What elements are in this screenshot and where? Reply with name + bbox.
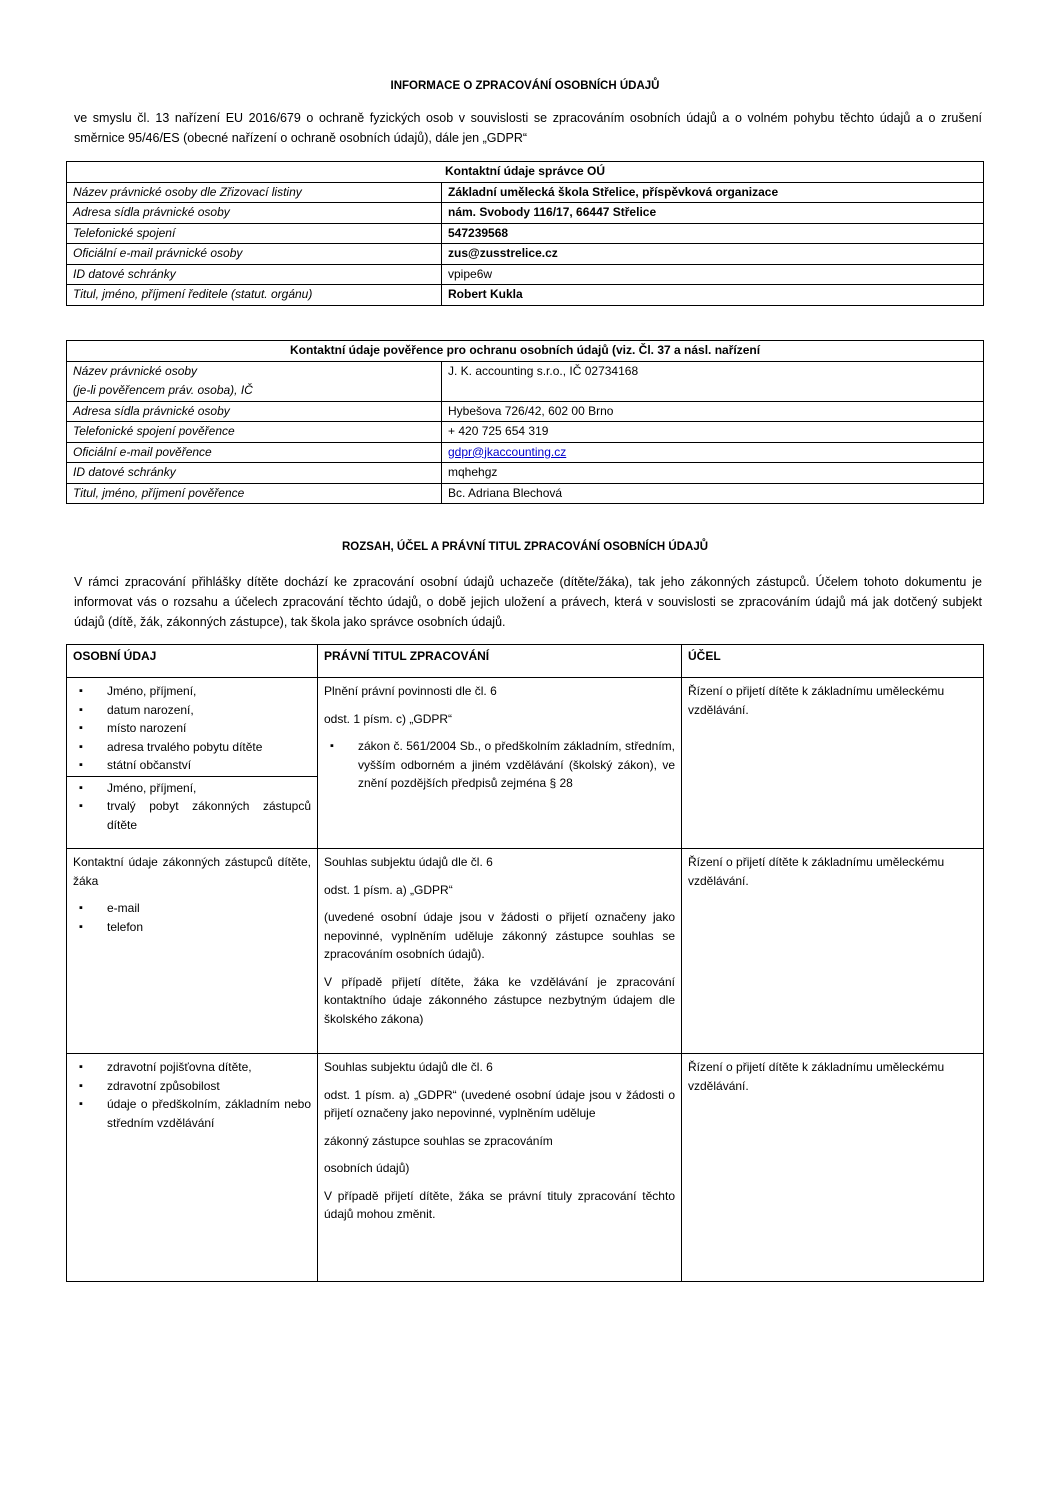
- row-value: J. K. accounting s.r.o., IČ 02734168: [442, 361, 984, 401]
- list-item: ▪ Jméno, příjmení,: [73, 682, 311, 701]
- table-row: [67, 463, 984, 484]
- legal-title-cell: [318, 1054, 682, 1282]
- legal-title-line: Souhlas subjektu údajů dle čl. 6: [324, 855, 493, 869]
- table-row: [67, 849, 984, 1054]
- row-label: Adresa sídla právnické osoby: [67, 203, 442, 224]
- table-row: [67, 285, 984, 306]
- cell-intro: Kontaktní údaje zákonných zástupců dítěte, žáka: [73, 855, 311, 888]
- list-item: ▪ zdravotní pojišťovna dítěte,: [73, 1058, 311, 1077]
- table-row: [67, 244, 984, 265]
- legal-title-line: odst. 1 písm. a) „GDPR“: [324, 882, 453, 897]
- legal-title-cell: [318, 849, 682, 1054]
- row-label: ID datové schránky: [67, 463, 442, 484]
- table-row: [67, 483, 984, 504]
- legal-title-line: Plnění právní povinnosti dle čl. 6: [324, 684, 497, 698]
- divider: [67, 776, 317, 777]
- row-value: zus@zusstrelice.cz: [442, 244, 984, 265]
- row-label: Telefonické spojení: [67, 223, 442, 244]
- table-row: [67, 442, 984, 463]
- legal-title-line: odst. 1 písm. a) „GDPR“ (uvedené osobní údaje jsou v žádosti o přijetí označeny jako nepovinné, vyplněním uděluje: [324, 1087, 675, 1120]
- legal-title-line: odst. 1 písm. c) „GDPR“: [324, 711, 453, 726]
- table-header-row: [67, 645, 984, 678]
- list-item: ▪ údaje o předškolním, základním nebo středním vzdělávání: [73, 1095, 311, 1132]
- bullet-list: [73, 779, 311, 835]
- row-label: Titul, jméno, příjmení ředitele (statut. orgánu): [67, 285, 442, 306]
- row-label-line: Název právnické osoby: [73, 363, 198, 378]
- row-label: [67, 361, 442, 401]
- row-label-line: (je-li pověřencem práv. osoba), IČ: [73, 382, 253, 397]
- purpose-cell: Řízení o přijetí dítěte k základnímu uměleckému vzdělávání.: [682, 849, 984, 1054]
- intro-paragraph: ve smyslu čl. 13 nařízení EU 2016/679 o ochraně fyzických osob v souvislosti se zpracováním osobních údajů a o volném pohybu těchto údajů a o zrušení směrnice 95/46/ES (obecné nařízení o ochraně osobních údajů), dále jen „GDPR“: [74, 111, 982, 145]
- section-intro-paragraph: V rámci zpracování přihlášky dítěte dochází ke zpracování osobní údajů uchazeče (dítěte/žáka), tak jeho zákonných zástupců. Účelem tohoto dokumentu je informovat vás o rozsahu a účelech zpracování těchto údajů, o době jejich uložení a právech, která v souvislosti se zpracováním údajů má jak dotčený subjekt údajů (dítě, žák, zákonných zástupce), tak škola jako správce osobních údajů.: [74, 575, 982, 629]
- table-row: [67, 401, 984, 422]
- table-row: [67, 203, 984, 224]
- table-row: [67, 1054, 984, 1282]
- legal-title-line: (uvedené osobní údaje jsou v žádosti o přijetí označeny jako nepovinné, vyplněním uděluje zákonný zástupce souhlas se zpracováním osobních údajů).: [324, 910, 675, 961]
- row-value: Hybešova 726/42, 602 00 Brno: [442, 401, 984, 422]
- legal-title-line: V případě přijetí dítěte, žáka se právní tituly zpracování těchto údajů mohou změnit.: [324, 1188, 675, 1221]
- list-item: ▪ zákon č. 561/2004 Sb., o předškolním základním, středním, vyšším odborném a jiném vzdělávání (školský zákon), ve znění pozdějších předpisů zejména § 28: [324, 737, 675, 793]
- row-value: nám. Svobody 116/17, 66447 Střelice: [442, 203, 984, 224]
- row-value: vpipe6w: [442, 264, 984, 285]
- legal-title-line: osobních údajů): [324, 1161, 410, 1175]
- list-item: ▪ trvalý pobyt zákonných zástupců dítěte: [73, 797, 311, 834]
- list-item: ▪ e-mail: [73, 899, 311, 918]
- row-label: ID datové schránky: [67, 264, 442, 285]
- purpose-cell: Řízení o přijetí dítěte k základnímu uměleckému vzdělávání.: [682, 678, 984, 849]
- row-label: Telefonické spojení pověřence: [67, 422, 442, 443]
- row-value: [442, 442, 984, 463]
- dpo-contact-table: [66, 340, 984, 504]
- controller-table-heading: Kontaktní údaje správce OÚ: [67, 162, 984, 183]
- list-item: ▪ adresa trvalého pobytu dítěte: [73, 738, 311, 757]
- row-value: Základní umělecká škola Střelice, příspěvková organizace: [442, 182, 984, 203]
- column-header: PRÁVNÍ TITUL ZPRACOVÁNÍ: [318, 645, 682, 678]
- table-row: [67, 678, 984, 849]
- list-item: ▪ státní občanství: [73, 756, 311, 775]
- table-row: [67, 361, 984, 401]
- legal-title-line: V případě přijetí dítěte, žáka ke vzdělávání je zpracování kontaktního údaje zákonného zástupce nezbytným údajem dle školského zákona): [324, 974, 675, 1026]
- list-item: ▪ zdravotní způsobilost: [73, 1077, 311, 1096]
- list-item: ▪ Jméno, příjmení,: [73, 779, 311, 798]
- row-label: Adresa sídla právnické osoby: [67, 401, 442, 422]
- row-value: mqhehgz: [442, 463, 984, 484]
- processing-table: [66, 644, 984, 1282]
- table-row: [67, 223, 984, 244]
- column-header: OSOBNÍ ÚDAJ: [67, 645, 318, 678]
- bullet-list: [73, 1058, 311, 1132]
- document-title: INFORMACE O ZPRACOVÁNÍ OSOBNÍCH ÚDAJŮ: [390, 80, 660, 92]
- row-value: + 420 725 654 319: [442, 422, 984, 443]
- bullet-list: [73, 899, 311, 936]
- list-item: ▪ datum narození,: [73, 701, 311, 720]
- personal-data-cell: [67, 678, 318, 849]
- table-row: [67, 422, 984, 443]
- dpo-table-heading: Kontaktní údaje pověřence pro ochranu osobních údajů (viz. Čl. 37 a násl. nařízení: [67, 341, 984, 362]
- table-row: [67, 264, 984, 285]
- dpo-email-link[interactable]: gdpr@jkaccounting.cz: [448, 444, 567, 459]
- bullet-list: [73, 682, 311, 775]
- list-item: ▪ místo narození: [73, 719, 311, 738]
- row-label: Oficiální e-mail pověřence: [67, 442, 442, 463]
- row-label: Oficiální e-mail právnické osoby: [67, 244, 442, 265]
- personal-data-cell: [67, 1054, 318, 1282]
- row-label: Titul, jméno, příjmení pověřence: [67, 483, 442, 504]
- list-item: ▪ telefon: [73, 918, 311, 937]
- legal-title-line: zákonný zástupce souhlas se zpracováním: [324, 1133, 553, 1148]
- row-value: Robert Kukla: [442, 285, 984, 306]
- row-label: Název právnické osoby dle Zřizovací listiny: [67, 182, 442, 203]
- controller-contact-table: [66, 161, 984, 306]
- legal-title-line: Souhlas subjektu údajů dle čl. 6: [324, 1060, 493, 1074]
- row-value: Bc. Adriana Blechová: [442, 483, 984, 504]
- column-header: ÚČEL: [682, 645, 984, 678]
- section-title: ROZSAH, ÚČEL A PRÁVNÍ TITUL ZPRACOVÁNÍ OSOBNÍCH ÚDAJŮ: [341, 541, 709, 553]
- purpose-cell: Řízení o přijetí dítěte k základnímu uměleckému vzdělávání.: [682, 1054, 984, 1282]
- row-value: 547239568: [442, 223, 984, 244]
- table-row: [67, 182, 984, 203]
- personal-data-cell: [67, 849, 318, 1054]
- legal-title-cell: [318, 678, 682, 849]
- bullet-list: [324, 737, 675, 793]
